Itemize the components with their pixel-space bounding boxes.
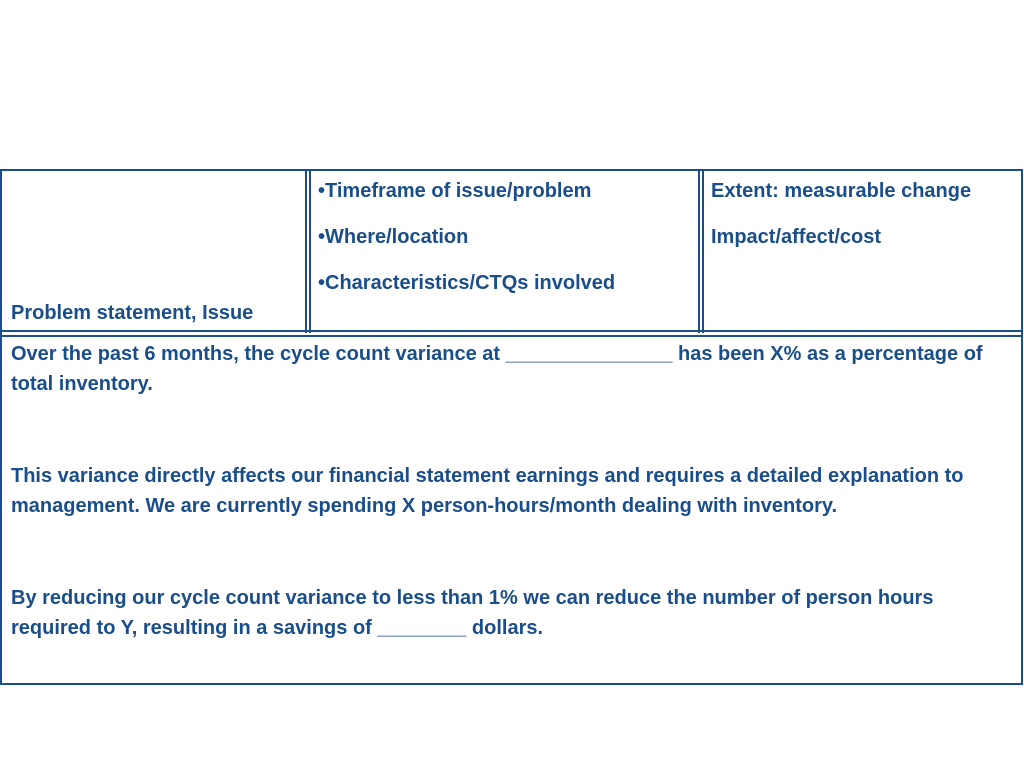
column-divider <box>698 169 700 333</box>
header-divider <box>0 330 1023 332</box>
column-divider <box>702 169 704 333</box>
header-cell-extent <box>711 176 1011 268</box>
column-divider <box>309 169 311 333</box>
paragraph-impact: This variance directly affects our financial statement earnings and requires a detailed explanation to management. We are currently spending X person-hours/month dealing with inventory. <box>11 465 964 517</box>
paragraph-savings: By reducing our cycle count variance to less than 1% we can reduce the number of person hours required to Y, resulting in a savings of ________ dollars. <box>11 587 934 639</box>
bullet-characteristics: •Characteristics/CTQs involved <box>318 272 616 294</box>
header-divider <box>0 335 1023 337</box>
extent-label: Extent: measurable change <box>711 180 972 202</box>
header-cell-problem <box>11 169 296 329</box>
header-cell-details <box>318 176 690 298</box>
bullet-location: •Where/location <box>318 226 469 248</box>
column-divider <box>305 169 307 333</box>
problem-statement-label: Problem statement, Issue <box>11 302 254 324</box>
bullet-timeframe: •Timeframe of issue/problem <box>318 180 592 202</box>
problem-statement-body <box>11 339 1011 643</box>
problem-statement-table <box>0 169 1023 685</box>
paragraph-variance: Over the past 6 months, the cycle count variance at _______________ has been X% as a percentage of total inventory. <box>11 343 983 395</box>
impact-label: Impact/affect/cost <box>711 226 882 248</box>
